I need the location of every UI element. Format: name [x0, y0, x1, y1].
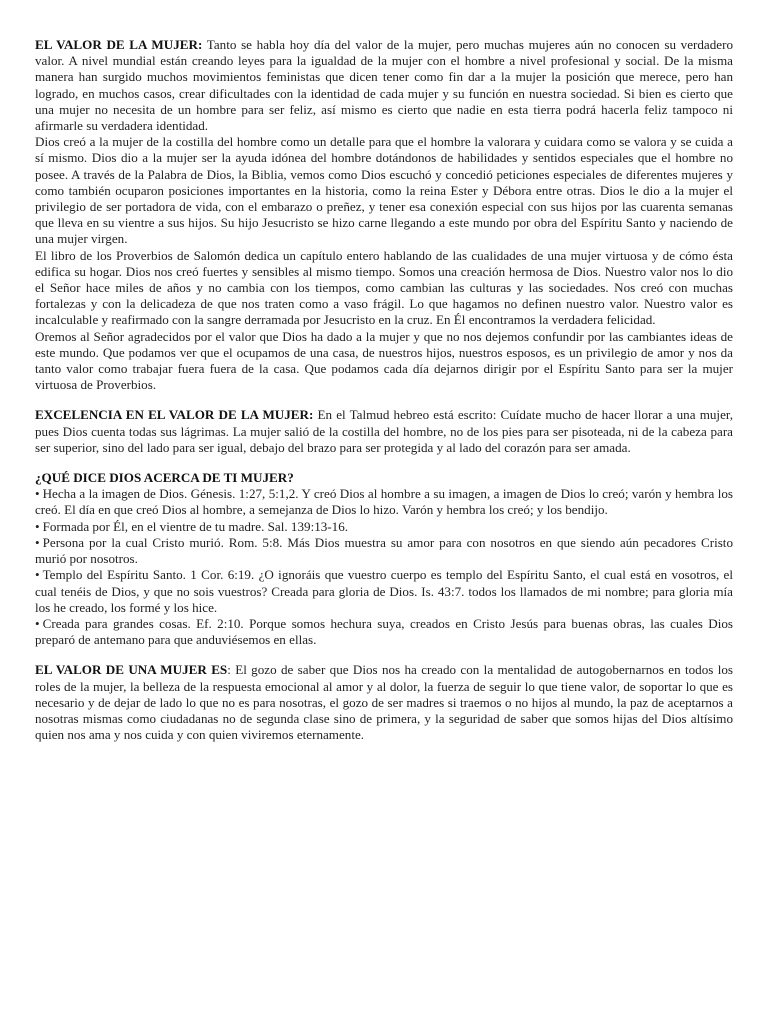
- bullet-icon: •: [35, 518, 40, 534]
- bullet-icon: •: [35, 534, 40, 550]
- body-paragraph: Dios creó a la mujer de la costilla del hombre como un detalle para que el hombre la valorara y cuidara como se valora y se cuida a sí mismo. Dios dio a la mujer ser la ayuda idónea del hombre dotándonos de habilidades y sentidos especiales que el hombre no posee. A través de la Palabra de Dios, la Biblia, vemos como Dios escuchó y concedió peticiones especiales de diferentes mujeres y como también ocuparon posiciones importantes en la historia, como la reina Ester y Débora entre otras. Dios le dio a la mujer el privilegio de ser portadora de vida, con el embarazo o preñez, y tener esa conexión especial con sus hijos por las cuarenta semanas que lleva en su vientre a sus hijos. Su hijo Jesucristo se hizo carne llegando a este mundo por obra del Espíritu Santo y naciendo de una mujer virgen.: [35, 134, 733, 247]
- body-paragraph: Oremos al Señor agradecidos por el valor que Dios ha dado a la mujer y que no nos dejemos confundir por las cambiantes ideas de este mundo. Que podamos ver que el ocupamos de una casa, de nuestros hijos, nuestros esposos, es un privilegio de amor y nos da tanto valor como trabajar fuera fuera de la casa. Que podamos cada día dejarnos dirigir por el Espíritu Santo para ser la mujer virtuosa de Proverbios.: [35, 328, 733, 393]
- section-heading: ¿QUÉ DICE DIOS ACERCA DE TI MUJER?: [35, 470, 294, 486]
- list-item: [35, 567, 733, 616]
- section-que-dice-dios: [35, 470, 733, 648]
- body-paragraph: El libro de los Proverbios de Salomón dedica un capítulo entero hablando de las cualidades de una mujer virtuosa y de cómo ésta edifica su hogar. Dios nos creó fuertes y sensibles al mismo tiempo. Somos una creación hermosa de Dios. Nuestro valor nos lo dio el Señor hace miles de años y no cambia con los tiempos, como cambian las culturas y las sociedades. Nos creó con muchas fortalezas y con la delicadeza de que nos traten como a vaso frágil. Lo que hagamos no definen nuestro valor. Nuestro valor es incalculable y reafirmado con la sangre derramada por Jesucristo en la cruz. En Él encontramos la verdadera felicidad.: [35, 247, 733, 328]
- section-excelencia: [35, 407, 733, 456]
- section-paragraph: [35, 407, 733, 456]
- section-heading: EL VALOR DE LA MUJER:: [35, 37, 203, 52]
- section-valor-de-la-mujer: [35, 37, 733, 393]
- list-item-text: Formada por Él, en el vientre de tu madre. Sal. 139:13-16.: [42, 518, 349, 534]
- section-text: : El gozo de saber que Dios nos ha creado con la mentalidad de autogobernarnos en todos los roles de la mujer, la belleza de la respuesta emocional al amor y al dolor, la fuerza de seguir lo que tiene valor, de soportar lo que es necesario y de dejar de lado lo que no es para nosotras, el gozo de ser madres si traemos o no hijos al mundo, la paz de aceptarnos a nosotras mismas como ciudadanas no de segunda clase sino de primera, y la seguridad de saber que somos hijas del Dios altísimo quien nos ama y nos cuida y con quien viviremos eternamente.: [35, 662, 733, 743]
- list-item-text: Templo del Espíritu Santo. 1 Cor. 6:19. ¿O ignoráis que vuestro cuerpo es templo del Espíritu Santo, el cual está en vosotros, el cual tenéis de Dios, y que no sois vuestros? Creada para gloria de Dios. Is. 43:7. todos los llamados de mi nombre; para gloria mía los he creado, los formé y los hice.: [35, 567, 733, 615]
- section-intro-text: Tanto se habla hoy día del valor de la mujer, pero muchas mujeres aún no conocen su verdadero valor. A nivel mundial están creando leyes para la igualdad de la mujer con el hombre a nivel profesional y social. De la misma manera han surgido muchos movimientos feministas que dicen tener como fin dar a la mujer la posición que merece, pero han logrado, en muchos casos, crear dificultades con la identidad de cada mujer y su función en nuestra sociedad. Si bien es cierto que una mujer no necesita de un hombre para ser feliz, así mismo es cierto que nadie en esta tierra podrá hacerla feliz tampoco ni afirmarle su verdadera identidad.: [35, 37, 734, 134]
- list-item-text: Persona por la cual Cristo murió. Rom. 5:8. Más Dios muestra su amor para con nosotros en que siendo aún pecadores Cristo murió por nosotros.: [35, 534, 733, 567]
- list-item-text: Hecha a la imagen de Dios. Génesis. 1:27, 5:1,2. Y creó Dios al hombre a su imagen, a imagen de Dios lo creó; varón y hembra los creó. El día en que creó Dios al hombre, a semejanza de Dios lo hizo. Varón y hembra los creó; y los bendijo.: [35, 486, 733, 518]
- bullet-icon: •: [35, 615, 40, 631]
- document-body: [35, 37, 733, 743]
- section-paragraph: [35, 662, 733, 743]
- section-heading: EXCELENCIA EN EL VALOR DE LA MUJER:: [35, 407, 314, 423]
- section-heading: EL VALOR DE UNA MUJER ES: [35, 662, 228, 678]
- list-item: [35, 486, 733, 518]
- list-item: [35, 616, 733, 648]
- section-text: En el Talmud hebreo está escrito: Cuídate mucho de hacer llorar a una mujer, pues Dios cuenta todas sus lágrimas. La mujer salió de la costilla del hombre, no de los pies para ser pisoteada, ni de la cabeza para ser superior, sino del lado para ser igual, debajo del brazo para ser protegida y al lado del corazón para ser amada.: [35, 407, 733, 455]
- list-item-text: Creada para grandes cosas. Ef. 2:10. Porque somos hechura suya, creados en Cristo Jesús para buenas obras, las cuales Dios preparó de antemano para que anduviésemos en ellas.: [35, 615, 733, 648]
- list-item: [35, 519, 733, 535]
- bullet-icon: •: [35, 486, 40, 502]
- list-item: [35, 535, 733, 567]
- bullet-icon: •: [35, 567, 40, 583]
- section-valor-de-una-mujer: [35, 662, 733, 743]
- section-intro-paragraph: [35, 37, 733, 134]
